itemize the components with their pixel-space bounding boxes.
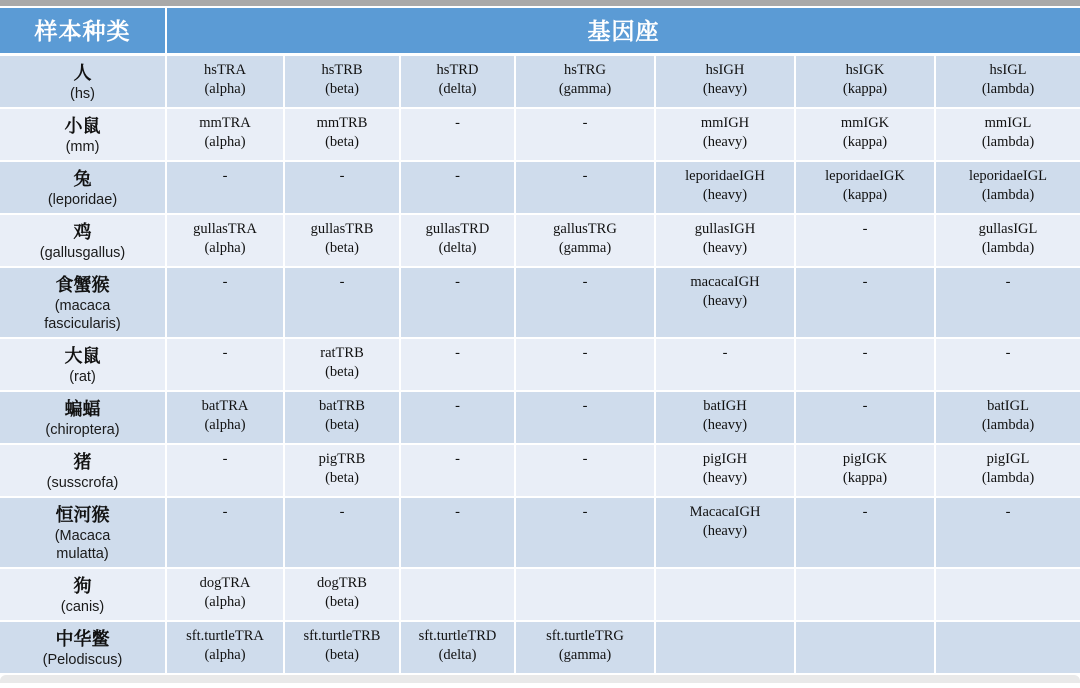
gene-name: - (582, 398, 588, 414)
dash-cell (400, 161, 515, 214)
gene-type: (kappa) (842, 81, 888, 97)
gene-name: sft.turtleTRD (418, 628, 497, 644)
table-row (0, 391, 1080, 444)
gene-cell (935, 55, 1080, 109)
gene-type: (alpha) (204, 647, 246, 663)
species-name-latin: (Pelodiscus) (42, 652, 123, 668)
gene-name: gullasTRA (193, 221, 257, 237)
species-name-latin: (chiroptera) (45, 422, 120, 438)
species-name-latin: (Macaca (54, 528, 111, 544)
gene-name: - (582, 274, 588, 290)
gene-name: - (582, 451, 588, 467)
empty-cell (795, 568, 935, 621)
species-cell (0, 568, 166, 621)
dash-cell (515, 267, 655, 338)
gene-name: pigIGL (986, 451, 1030, 467)
species-cell (0, 621, 166, 674)
gene-type: (beta) (325, 417, 359, 433)
gene-name: mmIGL (984, 115, 1032, 131)
species-cell (0, 497, 166, 568)
gene-type: (lambda) (981, 240, 1035, 256)
species-cell (0, 338, 166, 391)
table-row (0, 497, 1080, 568)
gene-name: hsTRA (204, 62, 246, 78)
gene-name: - (582, 504, 588, 520)
gene-name: gallusTRG (553, 221, 617, 237)
gene-name: - (862, 398, 868, 414)
header-loci-column: 基因座 (166, 8, 1080, 55)
gene-cell (284, 214, 400, 267)
gene-type: (beta) (325, 81, 359, 97)
gene-cell (166, 391, 284, 444)
gene-cell (655, 497, 795, 568)
gene-name: - (339, 274, 345, 290)
gene-name: - (222, 168, 228, 184)
gene-name: gullasTRB (310, 221, 374, 237)
dash-cell (166, 338, 284, 391)
gene-name: - (1005, 274, 1011, 290)
gene-cell (400, 214, 515, 267)
dash-cell (400, 391, 515, 444)
bottom-edge-bar (0, 675, 1080, 683)
table-row (0, 444, 1080, 497)
gene-name: pigTRB (318, 451, 366, 467)
species-name-zh: 恒河猴 (55, 505, 110, 525)
gene-type: (beta) (325, 594, 359, 610)
gene-type: (heavy) (702, 470, 748, 486)
gene-type: (heavy) (702, 293, 748, 309)
gene-name: sft.turtleTRB (303, 628, 381, 644)
gene-cell (515, 621, 655, 674)
gene-name: hsIGL (989, 62, 1027, 78)
gene-name: batIGL (987, 398, 1029, 414)
dash-cell (400, 497, 515, 568)
gene-name: - (339, 504, 345, 520)
gene-name: - (222, 451, 228, 467)
gene-cell (284, 391, 400, 444)
gene-name: - (1005, 504, 1011, 520)
gene-name: mmIGK (840, 115, 890, 131)
gene-cell (284, 338, 400, 391)
empty-cell-spacer (658, 574, 792, 616)
gene-cell (655, 267, 795, 338)
dash-cell (515, 391, 655, 444)
gene-name: - (1005, 345, 1011, 361)
gene-type: (heavy) (702, 134, 748, 150)
gene-cell (166, 568, 284, 621)
gene-cell (284, 568, 400, 621)
gene-name: hsIGH (705, 62, 745, 78)
species-name-zh: 人 (73, 63, 92, 83)
table-row (0, 55, 1080, 109)
species-name-latin: (canis) (60, 599, 105, 615)
gene-cell (655, 55, 795, 109)
gene-type: (beta) (325, 470, 359, 486)
species-name-zh: 食蟹猴 (55, 275, 110, 295)
gene-type: (alpha) (204, 81, 246, 97)
empty-cell-spacer (798, 574, 932, 616)
table-body (0, 55, 1080, 675)
gene-cell (935, 161, 1080, 214)
gene-type: (gamma) (558, 647, 612, 663)
species-name-latin: fascicularis) (44, 316, 121, 332)
gene-name: sft.turtleTRG (546, 628, 624, 644)
table-header (0, 8, 1080, 55)
dash-cell (400, 267, 515, 338)
table-row (0, 621, 1080, 674)
species-cell (0, 108, 166, 161)
gene-type: (alpha) (204, 417, 246, 433)
gene-type: (kappa) (842, 187, 888, 203)
dash-cell (400, 338, 515, 391)
species-cell (0, 214, 166, 267)
dash-cell (515, 108, 655, 161)
gene-name: batTRA (201, 398, 249, 414)
gene-cell (166, 621, 284, 674)
dash-cell (515, 444, 655, 497)
gene-name: - (455, 115, 460, 131)
gene-cell (795, 108, 935, 161)
gene-type: (lambda) (981, 417, 1035, 433)
gene-name: - (862, 221, 868, 237)
table-row (0, 568, 1080, 621)
empty-cell-spacer (938, 574, 1078, 616)
dash-cell (795, 497, 935, 568)
gene-cell (935, 444, 1080, 497)
gene-name: hsTRB (321, 62, 363, 78)
empty-cell (935, 621, 1080, 674)
species-cell (0, 161, 166, 214)
dash-cell (284, 161, 400, 214)
gene-name: hsTRD (436, 62, 479, 78)
gene-loci-table (0, 8, 1080, 675)
species-name-latin: (mm) (65, 139, 100, 155)
table-row (0, 108, 1080, 161)
empty-cell-spacer (798, 627, 932, 669)
species-name-latin: (gallusgallus) (39, 245, 126, 261)
gene-cell (515, 214, 655, 267)
gene-type: (beta) (325, 364, 359, 380)
gene-name: - (455, 168, 460, 184)
gene-cell (284, 108, 400, 161)
empty-cell (655, 568, 795, 621)
gene-cell (284, 444, 400, 497)
gene-type: (lambda) (981, 134, 1035, 150)
dash-cell (284, 497, 400, 568)
dash-cell (166, 497, 284, 568)
species-name-latin: (macaca (54, 298, 111, 314)
gene-cell (655, 161, 795, 214)
dash-cell (655, 338, 795, 391)
gene-cell (284, 55, 400, 109)
gene-type: (delta) (438, 240, 477, 256)
gene-type: (heavy) (702, 81, 748, 97)
gene-name: pigIGH (702, 451, 748, 467)
gene-name: batIGH (703, 398, 747, 414)
gene-name: leporidaeIGK (825, 168, 905, 184)
top-edge-bar (0, 0, 1080, 8)
species-name-zh: 兔 (73, 169, 92, 189)
gene-type: (alpha) (204, 240, 246, 256)
gene-type: (lambda) (981, 187, 1035, 203)
gene-cell (655, 391, 795, 444)
species-name-zh: 中华鳖 (55, 629, 110, 649)
species-name-zh: 小鼠 (64, 116, 101, 136)
gene-type: (alpha) (204, 594, 246, 610)
species-cell (0, 267, 166, 338)
dash-cell (935, 497, 1080, 568)
dash-cell (166, 444, 284, 497)
dash-cell (400, 444, 515, 497)
gene-name: - (339, 168, 345, 184)
gene-name: - (222, 504, 228, 520)
gene-name: gullasIGL (978, 221, 1038, 237)
gene-name: sft.turtleTRA (186, 628, 264, 644)
gene-type: (gamma) (558, 81, 612, 97)
species-cell (0, 444, 166, 497)
gene-cell (655, 214, 795, 267)
empty-cell-spacer (658, 627, 792, 669)
empty-cell (515, 568, 655, 621)
gene-name: - (222, 274, 228, 290)
gene-cell (795, 444, 935, 497)
gene-type: (heavy) (702, 187, 748, 203)
gene-name: dogTRA (199, 575, 251, 591)
empty-cell (935, 568, 1080, 621)
gene-name: - (455, 345, 460, 361)
gene-name: - (582, 168, 588, 184)
table-row (0, 214, 1080, 267)
dash-cell (795, 267, 935, 338)
table-row (0, 267, 1080, 338)
species-cell (0, 391, 166, 444)
gene-type: (kappa) (842, 470, 888, 486)
gene-name: dogTRB (317, 575, 367, 591)
gene-cell (166, 214, 284, 267)
gene-name: leporidaeIGH (685, 168, 765, 184)
dash-cell (284, 267, 400, 338)
gene-type: (lambda) (981, 470, 1035, 486)
gene-name: pigIGK (842, 451, 888, 467)
gene-name: - (455, 274, 460, 290)
header-species-column: 样本种类 (0, 8, 166, 55)
empty-cell (655, 621, 795, 674)
empty-cell-spacer (518, 574, 652, 616)
dash-cell (795, 214, 935, 267)
gene-cell (795, 55, 935, 109)
gene-name: - (862, 504, 868, 520)
gene-name: - (455, 504, 460, 520)
gene-name: leporidaeIGL (968, 168, 1048, 184)
gene-name: hsTRG (564, 62, 606, 78)
dash-cell (166, 161, 284, 214)
dash-cell (935, 338, 1080, 391)
gene-type: (delta) (438, 647, 477, 663)
species-name-zh: 狗 (73, 576, 92, 596)
gene-name: - (222, 345, 228, 361)
empty-cell (400, 568, 515, 621)
gene-type: (beta) (325, 240, 359, 256)
gene-cell (166, 108, 284, 161)
gene-name: gullasTRD (425, 221, 490, 237)
dash-cell (795, 338, 935, 391)
gene-name: - (582, 115, 588, 131)
species-name-zh: 鸡 (73, 222, 92, 242)
gene-cell (795, 161, 935, 214)
gene-type: (gamma) (558, 240, 612, 256)
gene-cell (655, 108, 795, 161)
empty-cell-spacer (938, 627, 1078, 669)
gene-name: - (582, 345, 588, 361)
gene-type: (heavy) (702, 240, 748, 256)
species-name-latin: (hs) (70, 86, 95, 102)
gene-name: mmTRA (199, 115, 251, 131)
gene-name: - (862, 345, 868, 361)
gene-name: - (862, 274, 868, 290)
table-row (0, 161, 1080, 214)
gene-name: gullasIGH (694, 221, 756, 237)
gene-type: (delta) (438, 81, 477, 97)
gene-cell (935, 391, 1080, 444)
gene-type: (beta) (325, 647, 359, 663)
empty-cell-spacer (403, 574, 512, 616)
gene-name: hsIGK (845, 62, 885, 78)
species-name-latin: (rat) (69, 369, 96, 385)
dash-cell (400, 108, 515, 161)
gene-type: (alpha) (204, 134, 246, 150)
table-row (0, 338, 1080, 391)
gene-name: - (455, 398, 460, 414)
gene-cell (655, 444, 795, 497)
gene-name: - (722, 345, 728, 361)
species-name-latin: (susscrofa) (46, 475, 119, 491)
gene-name: MacacaIGH (689, 504, 761, 520)
gene-cell (935, 108, 1080, 161)
gene-type: (beta) (325, 134, 359, 150)
dash-cell (935, 267, 1080, 338)
gene-cell (166, 55, 284, 109)
dash-cell (515, 338, 655, 391)
gene-type: (heavy) (702, 417, 748, 433)
header-row (0, 8, 1080, 55)
gene-name: batTRB (319, 398, 365, 414)
species-name-latin: (leporidae) (47, 192, 118, 208)
gene-cell (400, 55, 515, 109)
species-name-latin: mulatta) (56, 546, 109, 562)
gene-name: macacaIGH (690, 274, 760, 290)
gene-name: ratTRB (320, 345, 364, 361)
dash-cell (515, 161, 655, 214)
empty-cell (795, 621, 935, 674)
gene-cell (515, 55, 655, 109)
gene-type: (heavy) (702, 523, 748, 539)
gene-type: (lambda) (981, 81, 1035, 97)
species-name-zh: 猪 (73, 452, 92, 472)
gene-cell (284, 621, 400, 674)
gene-type: (kappa) (842, 134, 888, 150)
dash-cell (795, 391, 935, 444)
species-cell (0, 55, 166, 109)
dash-cell (515, 497, 655, 568)
gene-cell (935, 214, 1080, 267)
gene-name: - (455, 451, 460, 467)
species-name-zh: 蝙蝠 (64, 399, 101, 419)
gene-cell (400, 621, 515, 674)
gene-name: mmTRB (316, 115, 368, 131)
species-name-zh: 大鼠 (64, 346, 101, 366)
gene-name: mmIGH (700, 115, 750, 131)
dash-cell (166, 267, 284, 338)
